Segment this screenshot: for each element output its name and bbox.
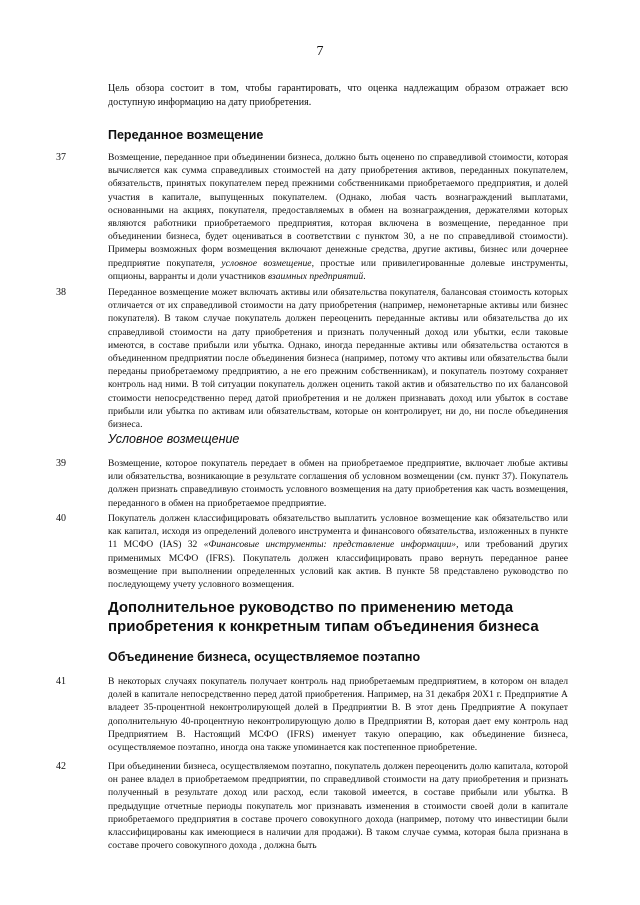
paragraph-41: В некоторых случаях покупатель получает контроль над приобретаемым предприятием, в котором он владел долей в капитале непосредственно перед датой приобретения. Например, на 31 декабря 20X1 г. Предприятие А владеет 35-процентной неконтролирующей долей в Предприятии В. В этот день Предприятие А покупает дополнительную 40-процентную неконтролирующую долю в Предприятии В, которая дает ему контроль над Предприятием В. Настоящий МСФО (IFRS) именует такую операцию, как объединение бизнеса, осуществляемое поэтапно, иногда она также упоминается как постепенное приобретение. [108,676,568,754]
paragraph-number-39: 39 [56,458,66,469]
page-number: 7 [316,44,324,59]
paragraph-number-41: 41 [56,676,66,687]
paragraph-number-40: 40 [56,513,66,524]
paragraph-42: При объединении бизнеса, осуществляемом поэтапно, покупатель должен переоценить долю капитала, которой он ранее владел в приобретаемом предприятии, по справедливой стоимости на дату приобретения и признать полученный в результате доход или расход, если таковой имеется, в составе прибыли или убытка. В предыдущие отчетные периоды покупатель мог признавать изменения в стоимости своей доли в капитале приобретаемого предприятия в составе прочего совокупного дохода (например, потому что инвестиции были классифицированы как имеющиеся в наличии для продажи). В таком случае сумма, которая была признана в составе прочего совокупного дохода , должна быть [108,761,568,852]
paragraph-38: Переданное возмещение может включать активы или обязательства покупателя, балансовая стоимость которых отличается от их справедливой стоимости на дату приобретения (например, немонетарные активы или бизнес покупателя). В таком случае покупатель должен переоценить переданные активы или обязательства до их справедливой стоимости на дату приобретения и признать полученный доход или убытки, если таковые имеются, в составе прибыли или убытка. Однако, иногда переданные активы или обязательства остаются в объединенном предприятии после объединения бизнеса (например, потому что активы или обязательства были переданы приобретаемому предприятию, а не его прежним собственникам), и покупатель поэтому сохраняет контроль над ними. В той ситуации покупатель должен оценить такой актив и обязательство по их балансовой стоимости непосредственно перед датой приобретения и не должен признавать доход или убыток в составе прибыли или убытка по активам или обязательствам, которые он контролирует, ни до, ни после объединения бизнеса. [108,287,568,431]
paragraph-40-text-end: , или требований других применимых МСФО (IFRS). Покупатель должен классифицировать право вернуть переданное ранее возмещение при выполнении определенных условий как актив. В пункте 58 представлено руководство по последующему учету условного возмещения. [108,539,568,591]
paragraph-37 [108,151,568,283]
paragraph-number-42: 42 [56,761,66,772]
paragraph-40-standard-title: «Финансовые инструменты: представление информации» [203,539,457,551]
heading-staged-combination: Объединение бизнеса, осуществляемое поэтапно [108,650,421,664]
paragraph-number-38: 38 [56,287,66,298]
paragraph-37-term-contingent: условное возмещение [221,257,312,269]
paragraph-39: Возмещение, которое покупатель передает в обмен на приобретаемое предприятие, включает любые активы или обязательства, возникающие в результате соглашения об условном возмещении (см. пункт 37). Покупатель должен признать справедливую стоимость условного возмещения на дату приобретения как часть возмещения, переданного в обмен на приобретаемое предприятие. [108,458,568,509]
heading-contingent-consideration: Условное возмещение [108,432,240,446]
paragraph-37-text-mid: , простые или привилегированные долевые инструменты, опционы, варранты и доли участников [108,257,569,282]
paragraph-37-text-end: . [363,270,366,282]
heading-additional-guidance: Дополнительное руководство по применению метода приобретения к конкретным типам объединения бизнеса [108,599,539,635]
paragraph-40 [108,512,568,591]
intro-paragraph: Цель обзора состоит в том, чтобы гарантировать, что оценка надлежащим образом отражает всю доступную информацию на дату приобретения. [108,83,568,108]
heading-transferred-consideration: Переданное возмещение [108,128,264,142]
paragraph-37-text: Возмещение, переданное при объединении бизнеса, должно быть оценено по справедливой стоимости, которая вычисляется как сумма справедливых стоимостей на дату приобретения активов, переданных покупателем, обязательств, принятых покупателем перед прежними собственниками приобретаемого предприятия, и долей участия в капитале, выпущенных покупателем. (Однако, любая часть вознаграждений выплатами, основанными на акциях, покупателя, предоставляемых в обмен на вознаграждения, держателями которых являются работники приобретаемого предприятия, которая включена в возмещение, переданное при объединении бизнеса, будет оцениваться в соответствии с пунктом 30, а не по справедливой стоимости). Примеры возможных форм возмещения включают денежные средства, другие активы, бизнес или дочернее предприятие покупателя, [108,152,568,269]
paragraph-number-37: 37 [56,152,66,163]
paragraph-40-text: Покупатель должен классифицировать обязательство выплатить условное возмещение как обязательство или как капитал, исходя из определений долевого инструмента и финансового обязательства, изложенных в пункте 11 МСФО (IAS) 32 [108,513,568,551]
paragraph-37-term-mutual: взаимных предприятий [267,270,364,282]
